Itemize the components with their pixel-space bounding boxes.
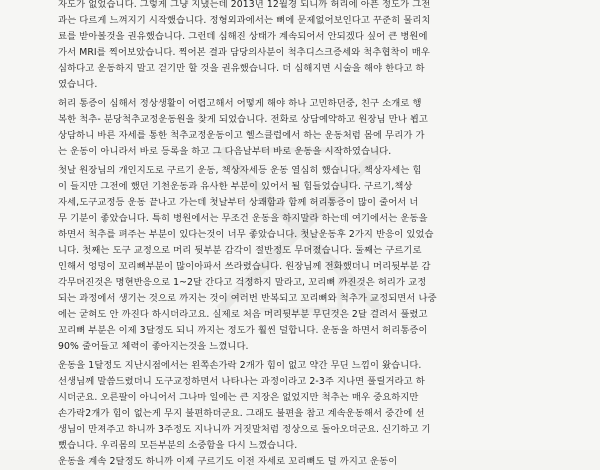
text-line: 자도가 없었습니다. 그렇게 그냥 지냈는데 2013년 12월경 되니까 허리에 아픈 정도가 그전 <box>58 0 431 10</box>
text-line: 손가락2개가 힘이 없는게 무지 불편하더군요. 그래도 불편을 참고 계속운동해서 중간에 선 <box>58 408 425 419</box>
text-line: 운동을 계속 2달정도 하니까 이제 구르기도 이전 자세로 꼬리뼈도 덜 까지고 운동이 <box>58 456 398 467</box>
text-line: 복한 척추- 분당척추교정운동원을 찾게 되었습니다. 전화로 상담예약하고 원장님 만나 뵙고 <box>58 114 428 125</box>
text-line: 인해서 엉덩이 꼬리뼈부분이 많이아파서 쓰라렸습니다. 원장님께 전화했더니 머리뒷부분 감 <box>58 261 431 272</box>
text-line: 무 기분이 좋았습니다. 특히 병원에서는 무조건 운동을 하지말라 하는데 여기에서는 운동을 <box>58 213 428 224</box>
text-line: 자세,도구교정등 운동 끝나고 가는데 첫날부터 상쾌함과 함께 허리통증이 많이 줄어서 너 <box>58 197 419 208</box>
text-line: 각무뎌진것은 명현반응으로 1~2달 간다고 걱정하지 말라고, 꼬리뼈 까진것은 허리가 교정 <box>58 277 427 288</box>
text-line: 이 들지만 그전에 했던 기천운동과 유사한 부분이 있어서 될 힘들었습니다. 구르기,책상 <box>58 181 413 192</box>
text-line: 에는 굳혀도 안 까진다 하시더라고요. 실제로 처음 머리뒷부분 무딘것은 2달 걸려서 풀렸고 <box>58 309 428 320</box>
text-line: 는 운동이 아니라서 바로 등록을 하고 그 다음날부터 바로 운동을 시작하였습니다. <box>58 146 392 157</box>
text-line: 꼬리뼈 부분은 이제 3달정도 되니 까지는 정도가 훨씬 덜합니다. 운동을 하면서 허리통증이 <box>58 325 428 336</box>
text-line: 첫날 원장님의 개인지도로 구르기 운동, 책상자세등 운동 열심히 했습니다. 책상자세는 힘 <box>58 165 422 176</box>
text-line: 허리 통증이 심해서 정상생활이 어렵고해서 어떻게 해야 하나 고민하던중, 친구 소개로 행 <box>58 98 422 109</box>
text-line: 심하다고 운동하지 말고 걷기만 할 것을 권유했습니다. 더 심해지면 시술을 해야 한다고 하 <box>58 63 425 74</box>
text-line: 하면서 척추를 펴주는 부분이 있다는것이 너무 좋았습니다. 첫날운동후 2가지 반응이 있었습 <box>58 229 434 240</box>
text-line: 였습니다. <box>58 79 98 90</box>
paragraph-2 <box>58 96 558 160</box>
text-line: 가서 MRI를 찍어보았습니다. 찍어본 결과 담당의사분이 척추디스크증세와 척추협착이 매우 <box>58 47 430 58</box>
text-line: 선생님께 말씀드렸더니 도구교정하면서 나타나는 과정이라고 2-3주 지나면 풀릴거라고 하 <box>58 376 425 387</box>
testimonial-text <box>58 0 558 470</box>
text-line: 니다. 첫째는 도구 교정으로 머리 뒷부분 감각이 절반정도 무뎌졌습니다. 둘째는 구르기로 <box>58 245 422 256</box>
text-line: 뻤습니다. 우리몸의 모든부분의 소중함을 다시 느꼈습니다. <box>58 440 298 451</box>
text-line: 료를 받아볼것을 권유했습니다. 그런데 심해진 상태가 계속되어서 안되겠다 싶어 큰 병원에 <box>58 31 428 42</box>
text-line: 생님이 만져주고 하니까 3주정도 지나니까 거짓말처럼 정상으로 돌아오더군요. 신기하고 기 <box>58 424 431 435</box>
text-line: 시더군요. 오른팔이 아니어서 그나마 일에는 큰 지장은 없었지만 척추는 매우 중요하지만 <box>58 392 419 403</box>
paragraph-3 <box>58 163 558 355</box>
paragraph-4 <box>58 358 558 470</box>
paragraph-1 <box>58 0 558 93</box>
text-line: 되는 과정에서 생기는 것으로 까지는 것이 여러번 반복되고 꼬리뼈와 척추가 교정되면서 나중 <box>58 293 437 304</box>
text-line: 상담하니 바른 자세를 통한 척추교정운동이고 헬스클럽에서 하는 운동처럼 몸에 무리가 가 <box>58 130 425 141</box>
text-line: 운동을 1달정도 지난시점에서는 왼쪽손가락 2개가 힘이 없고 약간 무딘 느낌이 왔습니다. <box>58 360 422 371</box>
text-line: 과는 다르게 느껴지기 시작했습니다. 정형외과에서는 뼈에 문제없어보인다고 꾸준히 물리치 <box>58 15 431 26</box>
text-line: 90% 줄어들고 체력이 좋아지는것을 느꼈니다. <box>58 341 249 352</box>
